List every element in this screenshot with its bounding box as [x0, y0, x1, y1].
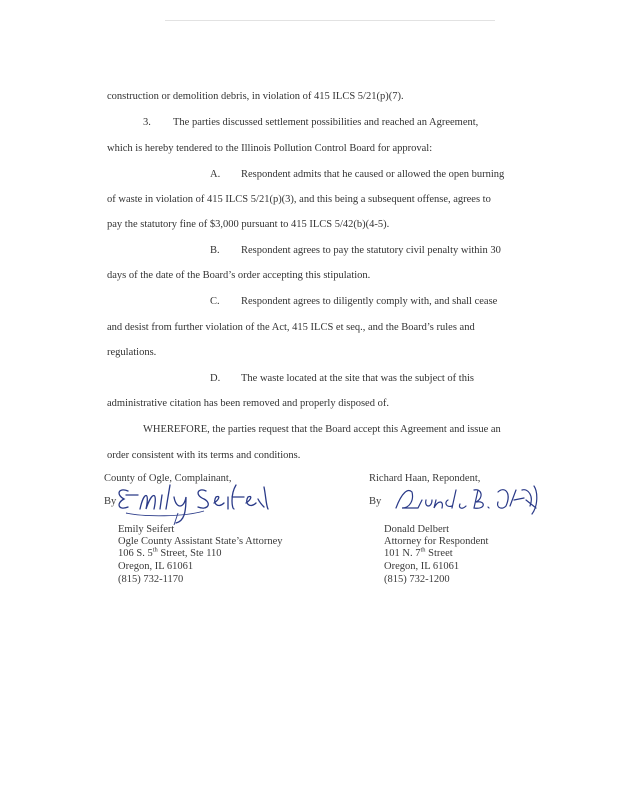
item-a-line-2: of waste in violation of 415 ILCS 5/21(p)(3), and this being a subsequent offense, agrees to [107, 194, 491, 205]
respondent-heading: Richard Haan, Repondent, [369, 473, 481, 484]
paragraph-3-line-2: which is hereby tendered to the Illinois Pollution Control Board for approval: [107, 143, 433, 154]
respondent-handwritten-signature [388, 482, 538, 516]
item-c-line-1: Respondent agrees to diligently comply with, and shall cease [241, 296, 498, 307]
item-a-letter: A. [210, 169, 221, 180]
respondent-address-line-1: 101 N. 7th Street [384, 546, 453, 559]
scan-artifact-rule [165, 20, 495, 21]
item-c-line-2: and desist from further violation of the Act, 415 ILCS et seq., and the Board’s rules and [107, 322, 475, 333]
respondent-name: Donald Delbert [384, 524, 450, 535]
paragraph-3-number: 3. [143, 117, 151, 128]
respondent-title: Attorney for Respondent [384, 536, 489, 547]
item-d-letter: D. [210, 373, 221, 384]
item-a-line-1: Respondent admits that he caused or allowed the open burning [241, 169, 505, 180]
item-d-line-1: The waste located at the site that was the subject of this [241, 373, 474, 384]
item-b-line-2: days of the date of the Board’s order accepting this stipulation. [107, 270, 371, 281]
complainant-heading: County of Ogle, Complainant, [104, 473, 232, 484]
paragraph-3-line-1: The parties discussed settlement possibilities and reached an Agreement, [173, 117, 479, 128]
complainant-phone: (815) 732-1170 [118, 574, 184, 585]
complainant-name: Emily Seifert [118, 524, 175, 535]
item-c-letter: C. [210, 296, 220, 307]
item-a-line-3: pay the statutory fine of $3,000 pursuant to 415 ILCS 5/42(b)(4-5). [107, 219, 390, 230]
complainant-title: Ogle County Assistant State’s Attorney [118, 536, 283, 547]
wherefore-line-2: order consistent with its terms and conditions. [107, 450, 301, 461]
item-c-line-3: regulations. [107, 347, 157, 358]
complainant-address-line-1: 106 S. 5th Street, Ste 110 [118, 546, 222, 559]
item-b-line-1: Respondent agrees to pay the statutory civil penalty within 30 [241, 245, 501, 256]
item-d-line-2: administrative citation has been removed and properly disposed of. [107, 398, 389, 409]
wherefore-line-1: WHEREFORE, the parties request that the Board accept this Agreement and issue an [143, 424, 501, 435]
paragraph-continuation: construction or demolition debris, in violation of 415 ILCS 5/21(p)(7). [107, 91, 404, 102]
respondent-by-label: By [369, 496, 382, 507]
complainant-handwritten-signature [114, 473, 274, 525]
respondent-phone: (815) 732-1200 [384, 574, 450, 585]
item-b-letter: B. [210, 245, 220, 256]
respondent-address-line-2: Oregon, IL 61061 [384, 561, 460, 572]
complainant-address-line-2: Oregon, IL 61061 [118, 561, 194, 572]
complainant-by-label: By [104, 496, 117, 507]
